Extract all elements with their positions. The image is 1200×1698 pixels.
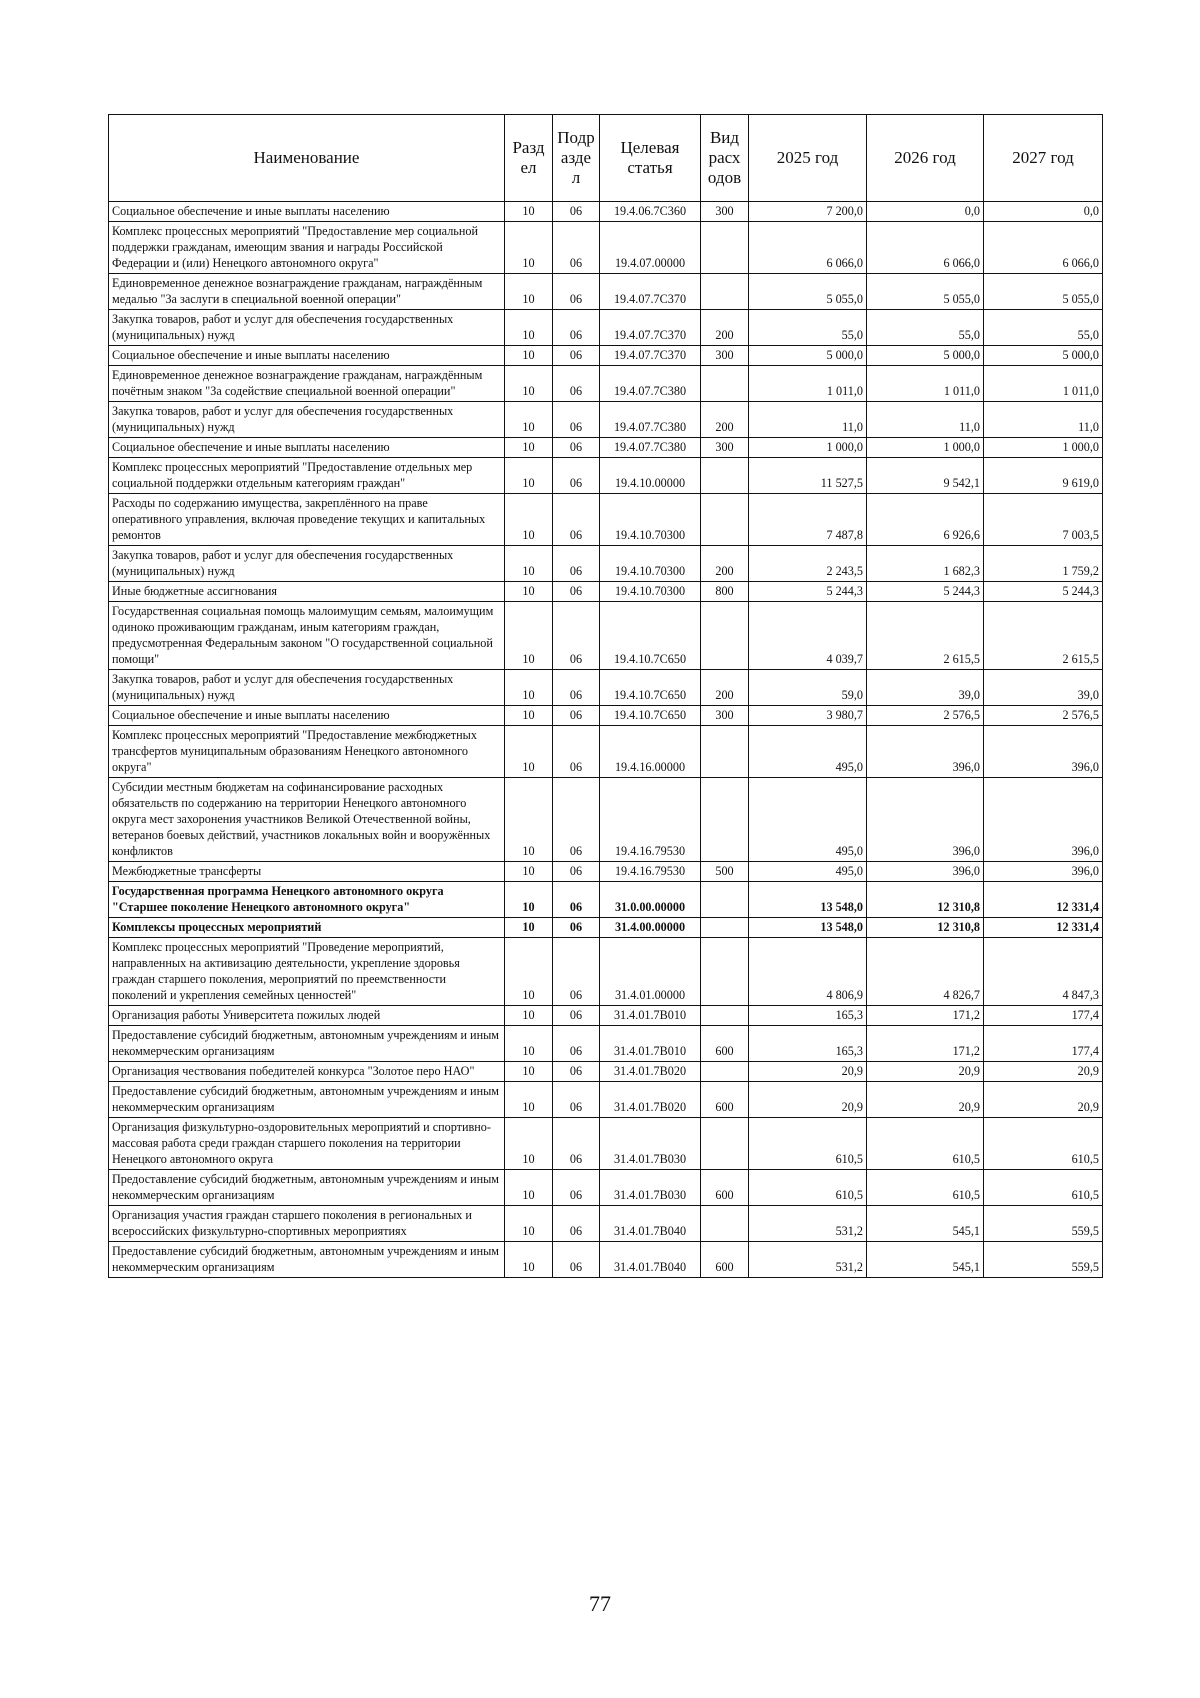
- row-target: 19.4.16.79530: [600, 862, 701, 882]
- row-subsection: 06: [553, 274, 600, 310]
- row-name: Закупка товаров, работ и услуг для обеспечения государственных (муниципальных) нужд: [109, 546, 505, 582]
- row-expense-type: 600: [701, 1026, 749, 1062]
- row-subsection: 06: [553, 1242, 600, 1278]
- row-section: 10: [505, 726, 553, 778]
- row-name: Комплекс процессных мероприятий "Предоставление межбюджетных трансфертов муниципальным образованиям Ненецкого автономного округа": [109, 726, 505, 778]
- row-name: Межбюджетные трансферты: [109, 862, 505, 882]
- row-value-2025: 59,0: [749, 670, 867, 706]
- row-value-2026: 1 682,3: [867, 546, 984, 582]
- row-value-2027: 9 619,0: [984, 458, 1103, 494]
- row-target: 19.4.10.7С650: [600, 670, 701, 706]
- header-expense-type: Вид расх одов: [701, 115, 749, 202]
- row-value-2026: 6 926,6: [867, 494, 984, 546]
- row-section: 10: [505, 346, 553, 366]
- row-value-2025: 13 548,0: [749, 918, 867, 938]
- row-value-2025: 55,0: [749, 310, 867, 346]
- row-target: 19.4.06.7С360: [600, 202, 701, 222]
- row-name: Расходы по содержанию имущества, закреплённого на праве оперативного управления, включая проведение текущих и капитальных ремонтов: [109, 494, 505, 546]
- row-subsection: 06: [553, 438, 600, 458]
- row-value-2026: 4 826,7: [867, 938, 984, 1006]
- row-expense-type: [701, 1206, 749, 1242]
- row-value-2025: 495,0: [749, 862, 867, 882]
- row-value-2027: 5 244,3: [984, 582, 1103, 602]
- row-section: 10: [505, 882, 553, 918]
- row-value-2027: 1 011,0: [984, 366, 1103, 402]
- table-row: [109, 274, 1103, 310]
- table-header-row: [109, 115, 1103, 202]
- table-row: [109, 458, 1103, 494]
- row-section: 10: [505, 862, 553, 882]
- row-section: 10: [505, 402, 553, 438]
- table-row: [109, 402, 1103, 438]
- row-target: 19.4.10.00000: [600, 458, 701, 494]
- row-subsection: 06: [553, 310, 600, 346]
- row-value-2027: 39,0: [984, 670, 1103, 706]
- row-name: Социальное обеспечение и иные выплаты населению: [109, 346, 505, 366]
- row-expense-type: 500: [701, 862, 749, 882]
- table-row: [109, 366, 1103, 402]
- row-subsection: 06: [553, 862, 600, 882]
- header-section: Разд ел: [505, 115, 553, 202]
- table-row: [109, 1062, 1103, 1082]
- row-expense-type: [701, 1062, 749, 1082]
- row-value-2026: 12 310,8: [867, 882, 984, 918]
- row-expense-type: 200: [701, 546, 749, 582]
- row-target: 19.4.07.7С370: [600, 274, 701, 310]
- table-row: [109, 1170, 1103, 1206]
- header-2026: 2026 год: [867, 115, 984, 202]
- row-value-2025: 531,2: [749, 1242, 867, 1278]
- row-target: 31.4.01.00000: [600, 938, 701, 1006]
- row-value-2027: 12 331,4: [984, 918, 1103, 938]
- row-value-2025: 610,5: [749, 1170, 867, 1206]
- table-body: [109, 202, 1103, 1278]
- row-value-2025: 4 039,7: [749, 602, 867, 670]
- row-target: 19.4.07.7С380: [600, 438, 701, 458]
- header-subsection: Подр азде л: [553, 115, 600, 202]
- row-subsection: 06: [553, 670, 600, 706]
- row-target: 31.4.01.7В040: [600, 1242, 701, 1278]
- row-name: Социальное обеспечение и иные выплаты населению: [109, 202, 505, 222]
- row-expense-type: 600: [701, 1082, 749, 1118]
- row-value-2027: 5 055,0: [984, 274, 1103, 310]
- row-value-2027: 12 331,4: [984, 882, 1103, 918]
- table-row: [109, 1082, 1103, 1118]
- row-value-2026: 12 310,8: [867, 918, 984, 938]
- row-target: 19.4.07.00000: [600, 222, 701, 274]
- table-row: [109, 862, 1103, 882]
- table-row: [109, 1026, 1103, 1062]
- row-expense-type: [701, 918, 749, 938]
- row-value-2026: 1 011,0: [867, 366, 984, 402]
- row-target: 19.4.10.70300: [600, 582, 701, 602]
- row-value-2026: 20,9: [867, 1062, 984, 1082]
- row-subsection: 06: [553, 366, 600, 402]
- row-section: 10: [505, 1026, 553, 1062]
- header-target: Целевая статья: [600, 115, 701, 202]
- row-expense-type: 200: [701, 310, 749, 346]
- row-section: 10: [505, 222, 553, 274]
- row-section: 10: [505, 1006, 553, 1026]
- row-section: 10: [505, 1170, 553, 1206]
- row-expense-type: 300: [701, 346, 749, 366]
- table-row: [109, 222, 1103, 274]
- row-value-2027: 396,0: [984, 862, 1103, 882]
- row-name: Социальное обеспечение и иные выплаты населению: [109, 706, 505, 726]
- row-expense-type: [701, 458, 749, 494]
- row-name: Комплекс процессных мероприятий "Предоставление мер социальной поддержки гражданам, имеющим звания и награды Российской Федерации и (или) Ненецкого автономного округа": [109, 222, 505, 274]
- table-row: [109, 582, 1103, 602]
- row-value-2026: 9 542,1: [867, 458, 984, 494]
- table-row: [109, 1006, 1103, 1026]
- row-section: 10: [505, 202, 553, 222]
- row-subsection: 06: [553, 1082, 600, 1118]
- row-value-2025: 5 000,0: [749, 346, 867, 366]
- row-subsection: 06: [553, 346, 600, 366]
- row-name: Субсидии местным бюджетам на софинансирование расходных обязательств по содержанию на территории Ненецкого автономного округа мест захоронения участников Великой Отечественной войны, ветеранов боевых действий, участников локальных войн и вооружённых конфликтов: [109, 778, 505, 862]
- row-section: 10: [505, 670, 553, 706]
- row-expense-type: 600: [701, 1242, 749, 1278]
- row-expense-type: 300: [701, 706, 749, 726]
- row-target: 19.4.10.7С650: [600, 602, 701, 670]
- row-subsection: 06: [553, 706, 600, 726]
- table-row: [109, 938, 1103, 1006]
- row-section: 10: [505, 1242, 553, 1278]
- row-name: Комплекс процессных мероприятий "Предоставление отдельных мер социальной поддержки отдельным категориям граждан": [109, 458, 505, 494]
- row-target: 31.4.01.7В010: [600, 1006, 701, 1026]
- table-row: [109, 546, 1103, 582]
- table-row: [109, 202, 1103, 222]
- row-value-2027: 177,4: [984, 1006, 1103, 1026]
- table-row: [109, 438, 1103, 458]
- row-value-2025: 1 011,0: [749, 366, 867, 402]
- header-2027: 2027 год: [984, 115, 1103, 202]
- row-subsection: 06: [553, 222, 600, 274]
- table-row: [109, 1118, 1103, 1170]
- row-name: Государственная программа Ненецкого автономного округа "Старшее поколение Ненецкого автономного округа": [109, 882, 505, 918]
- row-subsection: 06: [553, 1026, 600, 1062]
- row-value-2025: 13 548,0: [749, 882, 867, 918]
- row-section: 10: [505, 1082, 553, 1118]
- row-value-2026: 20,9: [867, 1082, 984, 1118]
- row-section: 10: [505, 918, 553, 938]
- row-section: 10: [505, 438, 553, 458]
- row-value-2026: 396,0: [867, 862, 984, 882]
- row-value-2025: 5 055,0: [749, 274, 867, 310]
- row-target: 31.4.00.00000: [600, 918, 701, 938]
- row-value-2025: 11 527,5: [749, 458, 867, 494]
- row-name: Организация работы Университета пожилых людей: [109, 1006, 505, 1026]
- row-value-2025: 5 244,3: [749, 582, 867, 602]
- row-subsection: 06: [553, 1062, 600, 1082]
- table-row: [109, 494, 1103, 546]
- table-row: [109, 310, 1103, 346]
- row-value-2026: 396,0: [867, 778, 984, 862]
- row-value-2027: 11,0: [984, 402, 1103, 438]
- row-subsection: 06: [553, 1206, 600, 1242]
- table-row: [109, 346, 1103, 366]
- row-section: 10: [505, 602, 553, 670]
- row-expense-type: [701, 778, 749, 862]
- row-value-2027: 6 066,0: [984, 222, 1103, 274]
- row-value-2026: 171,2: [867, 1006, 984, 1026]
- row-expense-type: 200: [701, 402, 749, 438]
- row-name: Предоставление субсидий бюджетным, автономным учреждениям и иным некоммерческим организациям: [109, 1026, 505, 1062]
- row-subsection: 06: [553, 1118, 600, 1170]
- budget-table: [108, 114, 1103, 1278]
- row-expense-type: [701, 1006, 749, 1026]
- row-value-2026: 545,1: [867, 1206, 984, 1242]
- row-value-2027: 396,0: [984, 726, 1103, 778]
- row-expense-type: [701, 882, 749, 918]
- row-subsection: 06: [553, 1006, 600, 1026]
- row-subsection: 06: [553, 582, 600, 602]
- row-value-2025: 165,3: [749, 1006, 867, 1026]
- header-name: Наименование: [109, 115, 505, 202]
- row-target: 31.0.00.00000: [600, 882, 701, 918]
- row-value-2026: 545,1: [867, 1242, 984, 1278]
- row-name: Государственная социальная помощь малоимущим семьям, малоимущим одиноко проживающим гражданам, иным категориям граждан, предусмотренная Федеральным законом "О государственной социальной помощи": [109, 602, 505, 670]
- row-expense-type: [701, 726, 749, 778]
- row-name: Закупка товаров, работ и услуг для обеспечения государственных (муниципальных) нужд: [109, 670, 505, 706]
- row-value-2027: 610,5: [984, 1170, 1103, 1206]
- row-expense-type: 300: [701, 438, 749, 458]
- page-number: 77: [589, 1591, 611, 1616]
- row-value-2025: 20,9: [749, 1062, 867, 1082]
- row-value-2025: 4 806,9: [749, 938, 867, 1006]
- row-expense-type: 800: [701, 582, 749, 602]
- row-value-2027: 559,5: [984, 1206, 1103, 1242]
- row-subsection: 06: [553, 402, 600, 438]
- row-value-2027: 610,5: [984, 1118, 1103, 1170]
- row-target: 19.4.07.7С380: [600, 402, 701, 438]
- row-section: 10: [505, 778, 553, 862]
- row-subsection: 06: [553, 778, 600, 862]
- row-target: 19.4.07.7С370: [600, 310, 701, 346]
- row-expense-type: 300: [701, 202, 749, 222]
- row-expense-type: [701, 1118, 749, 1170]
- row-value-2025: 7 487,8: [749, 494, 867, 546]
- row-target: 31.4.01.7В020: [600, 1062, 701, 1082]
- row-value-2025: 531,2: [749, 1206, 867, 1242]
- row-target: 19.4.10.70300: [600, 494, 701, 546]
- row-value-2025: 1 000,0: [749, 438, 867, 458]
- row-target: 31.4.01.7В010: [600, 1026, 701, 1062]
- row-value-2027: 4 847,3: [984, 938, 1103, 1006]
- row-value-2025: 3 980,7: [749, 706, 867, 726]
- row-expense-type: [701, 222, 749, 274]
- row-name: Социальное обеспечение и иные выплаты населению: [109, 438, 505, 458]
- table-row: [109, 602, 1103, 670]
- row-name: Комплекс процессных мероприятий "Проведение мероприятий, направленных на активизацию деятельности, укрепление здоровья граждан старшего поколения, мероприятий по преемственности поколений и укрепления семейных ценностей": [109, 938, 505, 1006]
- row-value-2026: 1 000,0: [867, 438, 984, 458]
- row-name: Организация участия граждан старшего поколения в региональных и всероссийских физкультурно-спортивных мероприятиях: [109, 1206, 505, 1242]
- header-2025: 2025 год: [749, 115, 867, 202]
- row-section: 10: [505, 366, 553, 402]
- row-section: 10: [505, 706, 553, 726]
- row-name: Предоставление субсидий бюджетным, автономным учреждениям и иным некоммерческим организациям: [109, 1242, 505, 1278]
- row-name: Единовременное денежное вознаграждение гражданам, награждённым медалью "За заслуги в специальной военной операции": [109, 274, 505, 310]
- row-value-2027: 20,9: [984, 1062, 1103, 1082]
- row-value-2027: 177,4: [984, 1026, 1103, 1062]
- row-section: 10: [505, 546, 553, 582]
- row-subsection: 06: [553, 202, 600, 222]
- row-expense-type: 200: [701, 670, 749, 706]
- row-name: Предоставление субсидий бюджетным, автономным учреждениям и иным некоммерческим организациям: [109, 1082, 505, 1118]
- table-row: [109, 726, 1103, 778]
- row-value-2027: 2 576,5: [984, 706, 1103, 726]
- row-value-2026: 2 576,5: [867, 706, 984, 726]
- row-subsection: 06: [553, 546, 600, 582]
- row-value-2026: 171,2: [867, 1026, 984, 1062]
- row-value-2027: 0,0: [984, 202, 1103, 222]
- row-value-2026: 0,0: [867, 202, 984, 222]
- row-name: Комплексы процессных мероприятий: [109, 918, 505, 938]
- row-expense-type: [701, 602, 749, 670]
- row-value-2027: 396,0: [984, 778, 1103, 862]
- row-target: 19.4.16.79530: [600, 778, 701, 862]
- table-row: [109, 778, 1103, 862]
- row-value-2027: 1 759,2: [984, 546, 1103, 582]
- row-value-2026: 6 066,0: [867, 222, 984, 274]
- row-expense-type: [701, 366, 749, 402]
- row-target: 31.4.01.7В030: [600, 1170, 701, 1206]
- table-row: [109, 1242, 1103, 1278]
- row-value-2026: 5 055,0: [867, 274, 984, 310]
- row-subsection: 06: [553, 918, 600, 938]
- row-value-2027: 55,0: [984, 310, 1103, 346]
- row-value-2025: 7 200,0: [749, 202, 867, 222]
- row-name: Организация физкультурно-оздоровительных мероприятий и спортивно-массовая работа среди граждан старшего поколения на территории Ненецкого автономного округа: [109, 1118, 505, 1170]
- row-name: Иные бюджетные ассигнования: [109, 582, 505, 602]
- row-value-2027: 5 000,0: [984, 346, 1103, 366]
- row-subsection: 06: [553, 882, 600, 918]
- row-name: Организация чествования победителей конкурса "Золотое перо НАО": [109, 1062, 505, 1082]
- row-value-2025: 610,5: [749, 1118, 867, 1170]
- row-target: 19.4.07.7С370: [600, 346, 701, 366]
- row-value-2025: 6 066,0: [749, 222, 867, 274]
- row-subsection: 06: [553, 726, 600, 778]
- row-section: 10: [505, 494, 553, 546]
- row-target: 19.4.07.7С380: [600, 366, 701, 402]
- row-value-2026: 5 000,0: [867, 346, 984, 366]
- row-value-2027: 7 003,5: [984, 494, 1103, 546]
- row-expense-type: 600: [701, 1170, 749, 1206]
- row-section: 10: [505, 310, 553, 346]
- row-value-2025: 20,9: [749, 1082, 867, 1118]
- table-row: [109, 882, 1103, 918]
- row-value-2025: 11,0: [749, 402, 867, 438]
- row-section: 10: [505, 582, 553, 602]
- table-row: [109, 1206, 1103, 1242]
- row-value-2026: 55,0: [867, 310, 984, 346]
- row-target: 31.4.01.7В040: [600, 1206, 701, 1242]
- row-name: Единовременное денежное вознаграждение гражданам, награждённым почётным знаком "За содействие специальной военной операции": [109, 366, 505, 402]
- row-target: 19.4.10.7С650: [600, 706, 701, 726]
- row-value-2026: 610,5: [867, 1170, 984, 1206]
- row-value-2025: 495,0: [749, 726, 867, 778]
- row-target: 19.4.10.70300: [600, 546, 701, 582]
- row-section: 10: [505, 274, 553, 310]
- row-section: 10: [505, 458, 553, 494]
- row-value-2027: 2 615,5: [984, 602, 1103, 670]
- table-row: [109, 670, 1103, 706]
- row-value-2026: 610,5: [867, 1118, 984, 1170]
- row-value-2026: 2 615,5: [867, 602, 984, 670]
- row-expense-type: [701, 274, 749, 310]
- row-subsection: 06: [553, 602, 600, 670]
- row-value-2025: 165,3: [749, 1026, 867, 1062]
- row-section: 10: [505, 938, 553, 1006]
- row-subsection: 06: [553, 458, 600, 494]
- row-target: 31.4.01.7В020: [600, 1082, 701, 1118]
- row-section: 10: [505, 1206, 553, 1242]
- table-row: [109, 706, 1103, 726]
- row-value-2027: 559,5: [984, 1242, 1103, 1278]
- row-name: Закупка товаров, работ и услуг для обеспечения государственных (муниципальных) нужд: [109, 310, 505, 346]
- row-value-2025: 2 243,5: [749, 546, 867, 582]
- row-name: Закупка товаров, работ и услуг для обеспечения государственных (муниципальных) нужд: [109, 402, 505, 438]
- table-row: [109, 918, 1103, 938]
- row-value-2025: 495,0: [749, 778, 867, 862]
- row-value-2027: 20,9: [984, 1082, 1103, 1118]
- row-subsection: 06: [553, 494, 600, 546]
- row-value-2027: 1 000,0: [984, 438, 1103, 458]
- row-section: 10: [505, 1118, 553, 1170]
- row-value-2026: 39,0: [867, 670, 984, 706]
- row-section: 10: [505, 1062, 553, 1082]
- row-subsection: 06: [553, 1170, 600, 1206]
- row-value-2026: 396,0: [867, 726, 984, 778]
- row-value-2026: 11,0: [867, 402, 984, 438]
- row-name: Предоставление субсидий бюджетным, автономным учреждениям и иным некоммерческим организациям: [109, 1170, 505, 1206]
- row-value-2026: 5 244,3: [867, 582, 984, 602]
- row-target: 19.4.16.00000: [600, 726, 701, 778]
- row-expense-type: [701, 938, 749, 1006]
- row-expense-type: [701, 494, 749, 546]
- row-target: 31.4.01.7В030: [600, 1118, 701, 1170]
- row-subsection: 06: [553, 938, 600, 1006]
